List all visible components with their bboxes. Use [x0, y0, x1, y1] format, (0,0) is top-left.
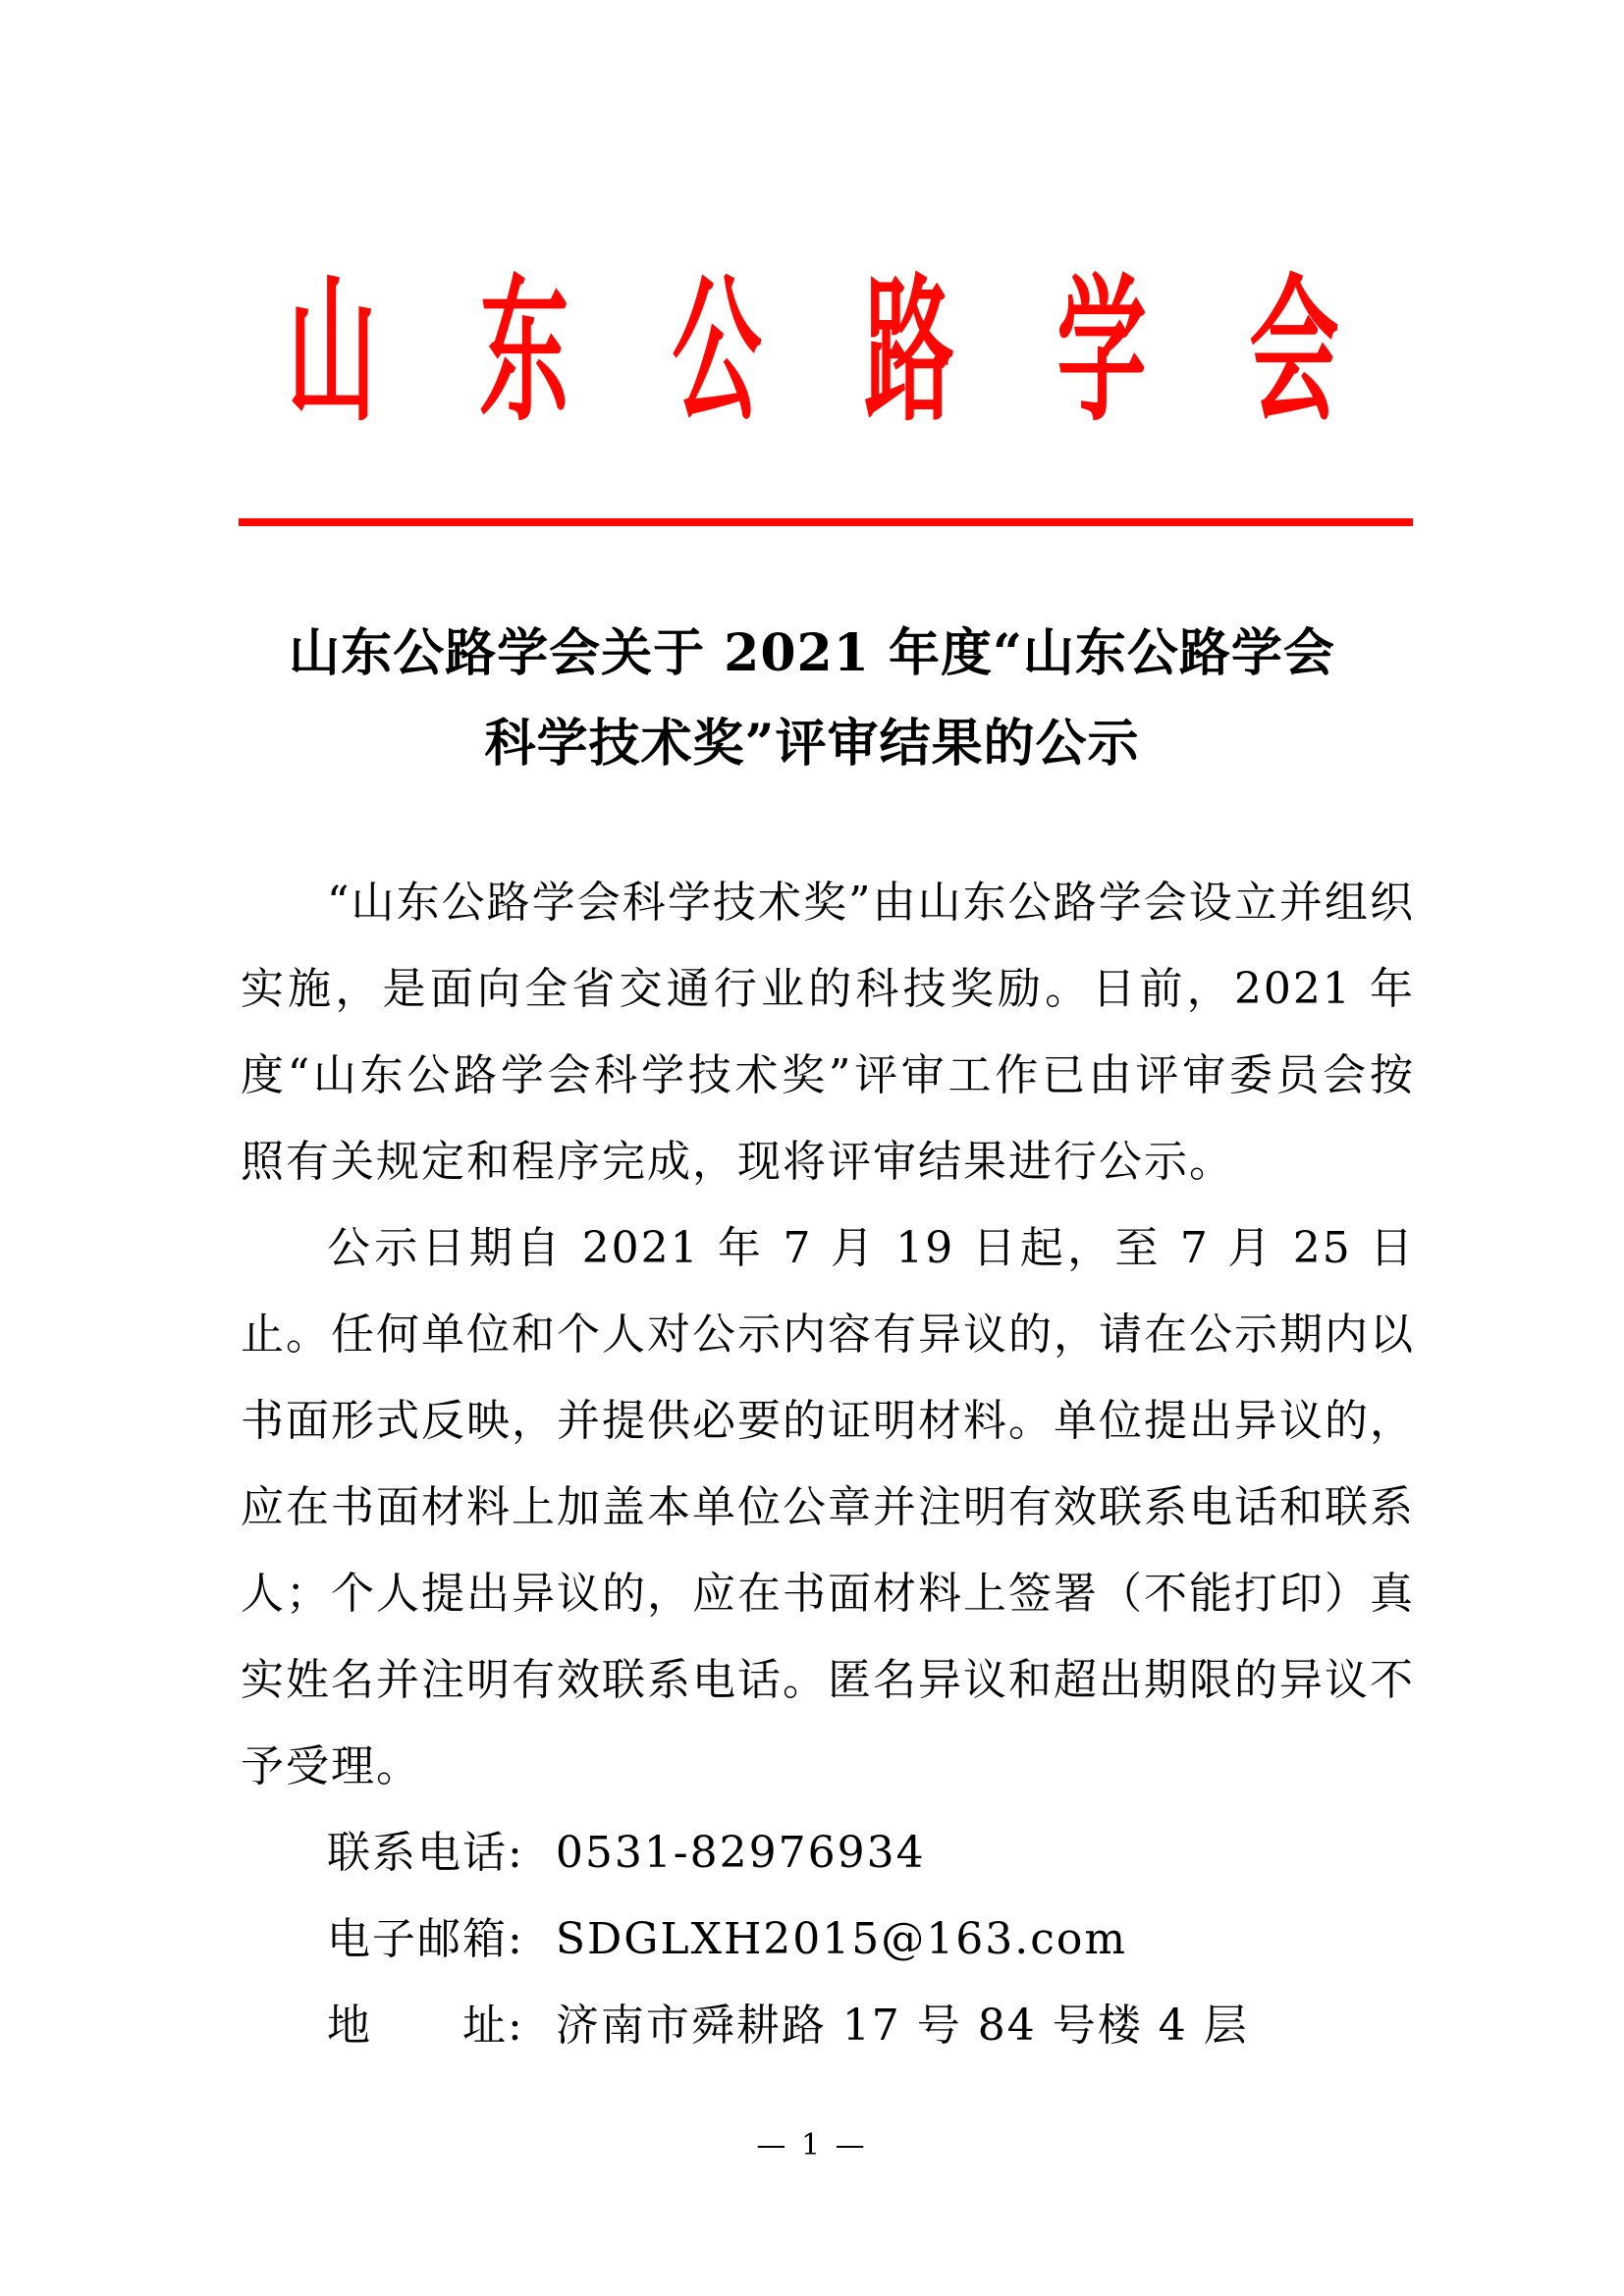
document-title-line1: 山东公路学会关于 2021 年度“山东公路学会	[289, 623, 1335, 683]
paragraph-publicity-period: 公示日期自 2021 年 7 月 19 日起，至 7 月 25 日止。任何单位和个人对公示内容有异议的，请在公示期内以书面形式反映，并提供必要的证明材料。单位提出异议的，应在书面材料上加盖本单位公章并注明有效联系电话和联系人；个人提出异议的，应在书面材料上签署（不能打印）真实姓名并注明有效联系电话。匿名异议和超出期限的异议不予受理。	[241, 1223, 1415, 1791]
document-title	[225, 609, 1399, 789]
org-title-char: 会	[1249, 258, 1339, 443]
org-title-char: 山	[287, 258, 377, 443]
contact-email-value: SDGLXH2015@163.com	[555, 1914, 1128, 1964]
letterhead-divider-line	[239, 518, 1413, 526]
contact-phone-label: 联系电话:	[327, 1828, 524, 1878]
contact-address-line	[241, 1983, 1415, 2069]
contact-phone-line	[241, 1810, 1415, 1896]
document-body	[241, 860, 1415, 2069]
contact-address-value: 济南市舜耕路 17 号 84 号楼 4 层	[555, 2001, 1249, 2051]
org-title-char: 学	[1056, 258, 1147, 443]
paragraph-intro: “山东公路学会科学技术奖”由山东公路学会设立并组织实施，是面向全省交通行业的科技奖励。日前，2021 年度“山东公路学会科学技术奖”评审工作已由评审委员会按照有关规定和程序完成，现将评审结果进行公示。	[241, 878, 1415, 1187]
org-title-char: 路	[864, 258, 954, 443]
org-title-char: 东	[479, 258, 569, 443]
letterhead-org-title	[253, 258, 1373, 443]
page-number: — 1 —	[756, 2128, 868, 2163]
document-title-line2: 科学技术奖”评审结果的公示	[484, 714, 1140, 774]
contact-address-label: 地 址:	[327, 2001, 524, 2051]
contact-email-label: 电子邮箱:	[327, 1914, 524, 1964]
org-title-char: 公	[672, 258, 762, 443]
contact-email-line	[241, 1896, 1415, 1983]
contact-phone-value: 0531-82976934	[555, 1828, 926, 1878]
